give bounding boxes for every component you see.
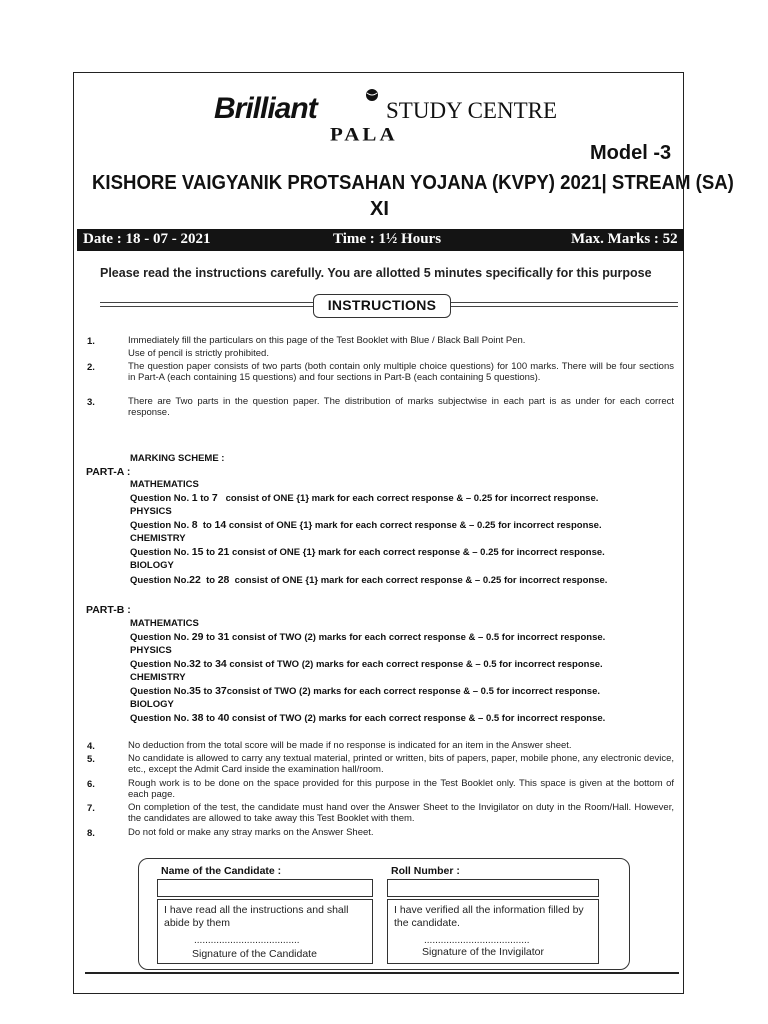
question-range bbox=[130, 574, 607, 586]
invigilator-declaration bbox=[387, 899, 599, 964]
instruction-number: 7. bbox=[87, 803, 95, 814]
brand-logo bbox=[214, 92, 317, 126]
question-prefix: Question No. bbox=[130, 632, 190, 643]
marking-scheme-heading: MARKING SCHEME : bbox=[130, 453, 225, 464]
range-from: 32 bbox=[189, 658, 201, 670]
question-range bbox=[130, 658, 603, 670]
marking-rule: consist of ONE {1} mark for each correct response & – 0.25 for incorrect response. bbox=[232, 547, 605, 558]
range-to: 21 bbox=[217, 546, 230, 558]
range-to-word: to bbox=[202, 520, 212, 531]
question-range bbox=[130, 492, 598, 504]
notice-text: Please read the instructions carefully. You are allotted 5 minutes specifically for this purpose bbox=[100, 266, 652, 280]
range-to-word: to bbox=[206, 713, 216, 724]
instruction-number: 2. bbox=[87, 362, 95, 373]
instruction-number: 6. bbox=[87, 779, 95, 790]
exam-class: XI bbox=[370, 198, 389, 220]
invigilator-signature-label: Signature of the Invigilator bbox=[422, 946, 544, 958]
subject-label: BIOLOGY bbox=[130, 699, 174, 710]
question-prefix: Question No. bbox=[130, 520, 190, 531]
instruction-number: 3. bbox=[87, 397, 95, 408]
range-to-word: to bbox=[203, 686, 213, 697]
range-to: 28 bbox=[217, 574, 230, 586]
ball-icon bbox=[364, 88, 380, 102]
exam-time: Time : 1½ Hours bbox=[333, 231, 442, 247]
exam-info-bar bbox=[77, 229, 684, 251]
bottom-rule bbox=[85, 972, 679, 974]
instruction-item: Do not fold or make any stray marks on the Answer Sheet. bbox=[128, 827, 374, 838]
candidate-name-label: Name of the Candidate : bbox=[161, 865, 282, 877]
question-range bbox=[130, 712, 605, 724]
range-to: 40 bbox=[217, 712, 230, 724]
range-to: 14 bbox=[214, 519, 227, 531]
candidate-signature-label: Signature of the Candidate bbox=[192, 948, 317, 960]
exam-date: Date : 18 - 07 - 2021 bbox=[83, 231, 211, 247]
instruction-item: Rough work is to be done on the space provided for this purpose in the Test Booklet only. This space is given at the bottom of each page. bbox=[128, 778, 674, 800]
range-from: 35 bbox=[189, 685, 201, 697]
range-to-word: to bbox=[206, 547, 216, 558]
question-range bbox=[130, 519, 602, 531]
marking-rule: consist of ONE {1} mark for each correct response & – 0.25 for incorrect response. bbox=[234, 575, 608, 586]
candidate-box bbox=[138, 858, 630, 970]
brand-name: Brilliant bbox=[214, 92, 317, 125]
signature-line: ...................................... bbox=[194, 935, 300, 946]
invigilator-declaration-text: I have verified all the information filled by the candidate. bbox=[394, 904, 584, 929]
max-marks: Max. Marks : 52 bbox=[571, 231, 678, 247]
candidate-name-field[interactable] bbox=[157, 879, 373, 897]
range-from: 38 bbox=[191, 712, 204, 724]
instruction-item: There are Two parts in the question paper. The distribution of marks subjectwise in each part is as under for each correct response. bbox=[128, 396, 674, 418]
marking-rule: consist of TWO (2) marks for each correct response & – 0.5 for incorrect response. bbox=[229, 659, 603, 670]
question-prefix: Question No. bbox=[130, 493, 190, 504]
range-to-word: to bbox=[203, 659, 213, 670]
marking-rule: consist of TWO (2) marks for each correct response & – 0.5 for incorrect response. bbox=[226, 686, 601, 697]
subject-label: MATHEMATICS bbox=[130, 479, 199, 490]
roll-number-label: Roll Number : bbox=[391, 865, 460, 877]
range-from: 8 bbox=[191, 519, 198, 531]
subject-label: PHYSICS bbox=[130, 645, 172, 656]
range-to: 37 bbox=[215, 685, 227, 697]
question-range bbox=[130, 631, 605, 643]
range-from: 15 bbox=[191, 546, 204, 558]
range-from: 22 bbox=[189, 574, 201, 586]
signature-line: ...................................... bbox=[424, 935, 530, 946]
instruction-number: 5. bbox=[87, 754, 95, 765]
roll-number-field[interactable] bbox=[387, 879, 599, 897]
question-range bbox=[130, 546, 605, 558]
question-prefix: Question No. bbox=[130, 659, 190, 670]
range-to-word: to bbox=[206, 632, 216, 643]
instruction-item: Use of pencil is strictly prohibited. bbox=[128, 348, 269, 359]
brand-city: PALA bbox=[330, 123, 398, 145]
question-prefix: Question No. bbox=[130, 575, 190, 586]
range-to: 31 bbox=[217, 631, 230, 643]
range-to: 34 bbox=[215, 658, 227, 670]
range-from: 29 bbox=[191, 631, 204, 643]
instruction-item: No deduction from the total score will be made if no response is indicated for an item in the Answer sheet. bbox=[128, 740, 572, 751]
subject-label: CHEMISTRY bbox=[130, 672, 186, 683]
question-prefix: Question No. bbox=[130, 547, 190, 558]
subject-label: CHEMISTRY bbox=[130, 533, 186, 544]
question-prefix: Question No. bbox=[130, 686, 190, 697]
model-label: Model -3 bbox=[590, 142, 672, 164]
instruction-item: The question paper consists of two parts (both contain only multiple choice questions) for 100 marks. There will be four sections in Part-A (each containing 15 questions) and four sections in Part-B (each containing 5 questions). bbox=[128, 361, 674, 383]
candidate-declaration bbox=[157, 899, 373, 964]
candidate-declaration-text: I have read all the instructions and shall abide by them bbox=[164, 904, 349, 929]
instruction-number: 1. bbox=[87, 336, 95, 347]
range-to: 7 bbox=[211, 492, 218, 504]
part-b-label: PART-B : bbox=[86, 604, 131, 616]
question-prefix: Question No. bbox=[130, 713, 190, 724]
subject-label: PHYSICS bbox=[130, 506, 172, 517]
instructions-heading: INSTRUCTIONS bbox=[313, 294, 451, 318]
range-to-word: to bbox=[206, 575, 216, 586]
part-a-label: PART-A : bbox=[86, 466, 131, 478]
range-to-word: to bbox=[200, 493, 210, 504]
instruction-item: On completion of the test, the candidate must hand over the Answer Sheet to the Invigilator on duty in the Room/Hall. However, the candidates are allowed to take away this Test Booklet with them. bbox=[128, 802, 674, 824]
instruction-number: 8. bbox=[87, 828, 95, 839]
subject-label: BIOLOGY bbox=[130, 560, 174, 571]
marking-rule: consist of ONE {1} mark for each correct response & – 0.25 for incorrect response. bbox=[228, 520, 602, 531]
question-range bbox=[130, 685, 600, 697]
exam-title: KISHORE VAIGYANIK PROTSAHAN YOJANA (KVPY) 2021| STREAM (SA) bbox=[92, 172, 734, 194]
range-from: 1 bbox=[191, 492, 198, 504]
instruction-item: Immediately fill the particulars on this page of the Test Booklet with Blue / Black Ball Point Pen. bbox=[128, 335, 526, 346]
instruction-number: 4. bbox=[87, 741, 95, 752]
marking-rule: consist of TWO (2) marks for each correct response & – 0.5 for incorrect response. bbox=[232, 632, 606, 643]
subject-label: MATHEMATICS bbox=[130, 618, 199, 629]
instruction-item: No candidate is allowed to carry any textual material, printed or written, bits of papers, paper, mobile phone, any electronic device, etc., except the Admit Card inside the examination hall/room. bbox=[128, 753, 675, 775]
marking-rule: consist of TWO (2) marks for each correct response & – 0.5 for incorrect response. bbox=[232, 713, 606, 724]
brand-subtitle: STUDY CENTRE bbox=[386, 98, 558, 123]
marking-rule: consist of ONE {1} mark for each correct response & – 0.25 for incorrect response. bbox=[225, 493, 599, 504]
